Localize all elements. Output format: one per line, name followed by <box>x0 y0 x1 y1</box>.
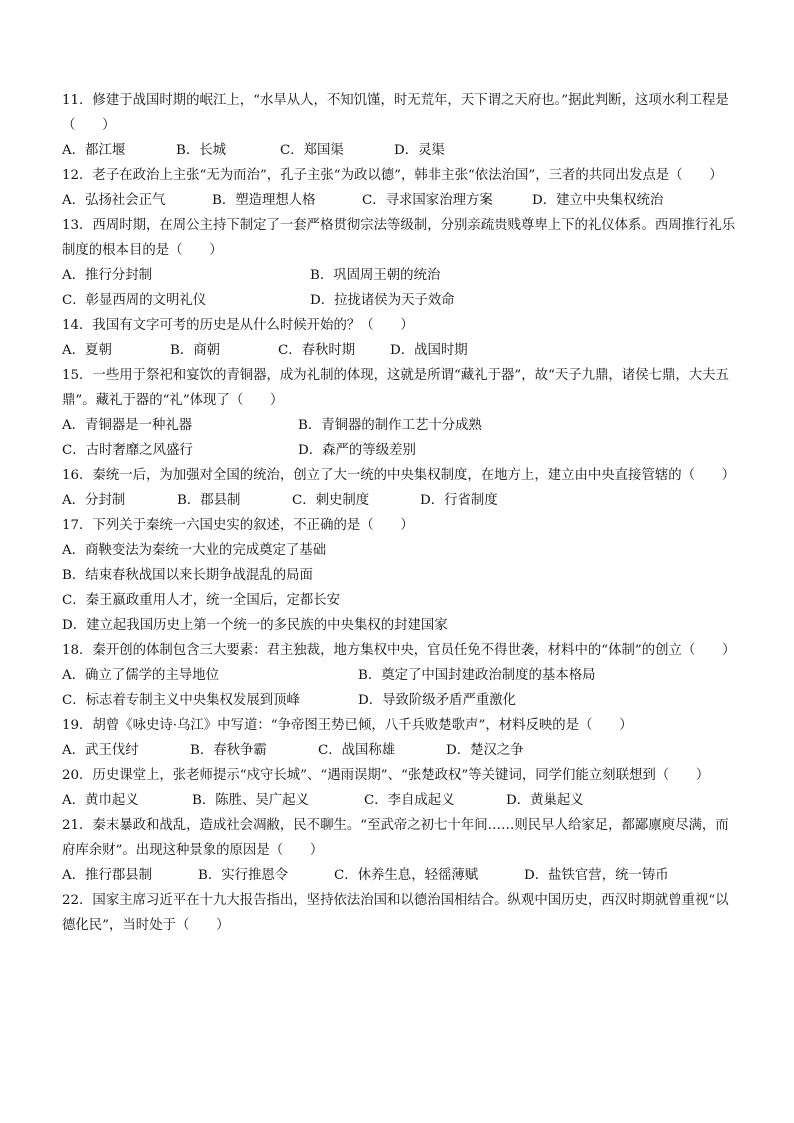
option-c: C．郑国渠 <box>280 143 344 158</box>
option-d: D．战国时期 <box>390 343 468 358</box>
option-c: C．休养生息，轻徭薄赋 <box>334 868 479 883</box>
question-stem: 22．国家主席习近平在十九大报告指出，坚持依法治国和以德治国相结合。纵观中国历史，西汉时期就曾重视“以德化民”，当时处于（ ） <box>62 893 729 933</box>
option-b: B．长城 <box>176 143 227 158</box>
question-22 <box>62 888 742 938</box>
option-row <box>62 188 742 213</box>
option-b: B．塑造理想人格 <box>212 193 316 208</box>
question-stem: 19．胡曾《咏史诗·乌江》中写道：“争帝图王势已倾，八千兵败楚歌声”，材料反映的是（ ） <box>62 718 633 733</box>
option-d: D．盐铁官营，统一铸币 <box>524 868 669 883</box>
question-12 <box>62 163 742 213</box>
option-b: B．商朝 <box>170 343 221 358</box>
option-c: C．刺史制度 <box>292 493 370 508</box>
option-d: D．行省制度 <box>420 493 498 508</box>
option-c: C．古时奢靡之风盛行 <box>62 443 193 458</box>
option-row <box>62 588 742 613</box>
question-18 <box>62 638 742 713</box>
option-a: A．都江堰 <box>62 143 126 158</box>
option-d: D．森严的等级差别 <box>298 443 416 458</box>
question-17 <box>62 513 742 638</box>
option-b: B．结束春秋战国以来长期争战混乱的局面 <box>62 568 313 583</box>
option-d: D．导致阶级矛盾严重激化 <box>358 693 517 708</box>
option-row <box>62 413 742 438</box>
option-row <box>62 563 742 588</box>
question-11 <box>62 88 742 163</box>
option-row <box>62 863 742 888</box>
option-d: D．建立起我国历史上第一个统一的多民族的中央集权的封建国家 <box>62 618 448 633</box>
option-row <box>62 338 742 363</box>
option-c: C．战国称雄 <box>318 743 396 758</box>
option-a: A．分封制 <box>62 493 126 508</box>
option-row <box>62 663 742 688</box>
question-stem: 12．老子在政治上主张“无为而治”，孔子主张“为政以德”，韩非主张“依法治国”，三者的共同出发点是（ ） <box>62 168 723 183</box>
option-b: B．奠定了中国封建政治制度的基本格局 <box>358 668 596 683</box>
option-row <box>62 488 742 513</box>
question-stem: 11．修建于战国时期的岷江上，“水旱从人，不知饥馑，时无荒年，天下谓之天府也。”据此判断，这项水利工程是（ ） <box>62 93 729 133</box>
option-b: B．实行推恩令 <box>198 868 289 883</box>
option-b: B．巩固周王朝的统治 <box>310 268 441 283</box>
question-16 <box>62 463 742 513</box>
option-a: A．武王伐纣 <box>62 743 139 758</box>
option-row <box>62 138 742 163</box>
option-a: A．推行郡县制 <box>62 868 153 883</box>
option-c: C．李自成起义 <box>364 793 455 808</box>
option-d: D．楚汉之争 <box>446 743 524 758</box>
option-d: D．灵渠 <box>394 143 445 158</box>
option-c: C．秦王嬴政重用人才，统一全国后，定都长安 <box>62 593 341 608</box>
option-a: A．商鞅变法为秦统一大业的完成奠定了基础 <box>62 543 327 558</box>
question-20 <box>62 763 742 813</box>
question-stem: 20．历史课堂上，张老师提示“戍守长城”、“遇雨误期”、“张楚政权”等关键词，同学们能立刻联想到（ ） <box>62 768 710 783</box>
option-a: A．黄巾起义 <box>62 793 139 808</box>
option-b: B．陈胜、吴广起义 <box>192 793 309 808</box>
question-stem: 16．秦统一后，为加强对全国的统治，创立了大一统的中央集权制度，在地方上，建立由中央直接管辖的（ ） <box>62 468 736 483</box>
question-21 <box>62 813 742 888</box>
question-13 <box>62 213 742 313</box>
option-row <box>62 288 742 313</box>
question-stem: 15．一些用于祭祀和宴饮的青铜器，成为礼制的体现，这就是所谓“藏礼于器”，故“天子九鼎，诸侯七鼎，大夫五鼎”。藏礼于器的“礼”体现了（ ） <box>62 368 729 408</box>
option-a: A．确立了儒学的主导地位 <box>62 668 219 683</box>
option-a: A．夏朝 <box>62 343 112 358</box>
option-c: C．春秋时期 <box>278 343 356 358</box>
question-15 <box>62 363 742 463</box>
option-row <box>62 438 742 463</box>
option-row <box>62 738 742 763</box>
question-stem: 14．我国有文字可考的历史是从什么时候开始的？（ ） <box>62 318 414 333</box>
option-b: B．春秋争霸 <box>190 743 267 758</box>
option-c: C．标志着专制主义中央集权发展到顶峰 <box>62 693 300 708</box>
option-row <box>62 788 742 813</box>
question-19 <box>62 713 742 763</box>
question-stem: 18．秦开创的体制包含三大要素：君主独裁，地方集权中央，官员任免不得世袭，材料中的“体制”的创立（ ） <box>62 643 736 658</box>
option-c: C．寻求国家治理方案 <box>362 193 493 208</box>
option-b: B．郡县制 <box>177 493 241 508</box>
option-row <box>62 263 742 288</box>
option-a: A．青铜器是一种礼器 <box>62 418 193 433</box>
option-row <box>62 688 742 713</box>
question-stem: 21．秦末暴政和战乱，造成社会凋敝，民不聊生。“至武帝之初七十年间……则民早人给家足，都鄙廪庾尽满，而府库余财”。出现这种景象的原因是（ ） <box>62 818 729 858</box>
option-c: C．彰显西周的文明礼仪 <box>62 293 207 308</box>
question-stem: 17．下列关于秦统一六国史实的叙述，不正确的是（ ） <box>62 518 414 533</box>
option-a: A．弘扬社会正气 <box>62 193 166 208</box>
question-14 <box>62 313 742 363</box>
exam-page <box>62 88 742 938</box>
option-row <box>62 613 742 638</box>
option-a: A．推行分封制 <box>62 268 153 283</box>
option-d: D．拉拢诸侯为天子效命 <box>310 293 455 308</box>
option-b: B．青铜器的制作工艺十分成熟 <box>298 418 482 433</box>
option-d: D．黄巢起义 <box>506 793 584 808</box>
question-stem: 13．西周时期，在周公主持下制定了一套严格贯彻宗法等级制，分别亲疏贵贱尊卑上下的礼仪体系。西周推行礼乐制度的根本目的是（ ） <box>62 218 736 258</box>
option-row <box>62 538 742 563</box>
option-d: D．建立中央集权统治 <box>532 193 664 208</box>
